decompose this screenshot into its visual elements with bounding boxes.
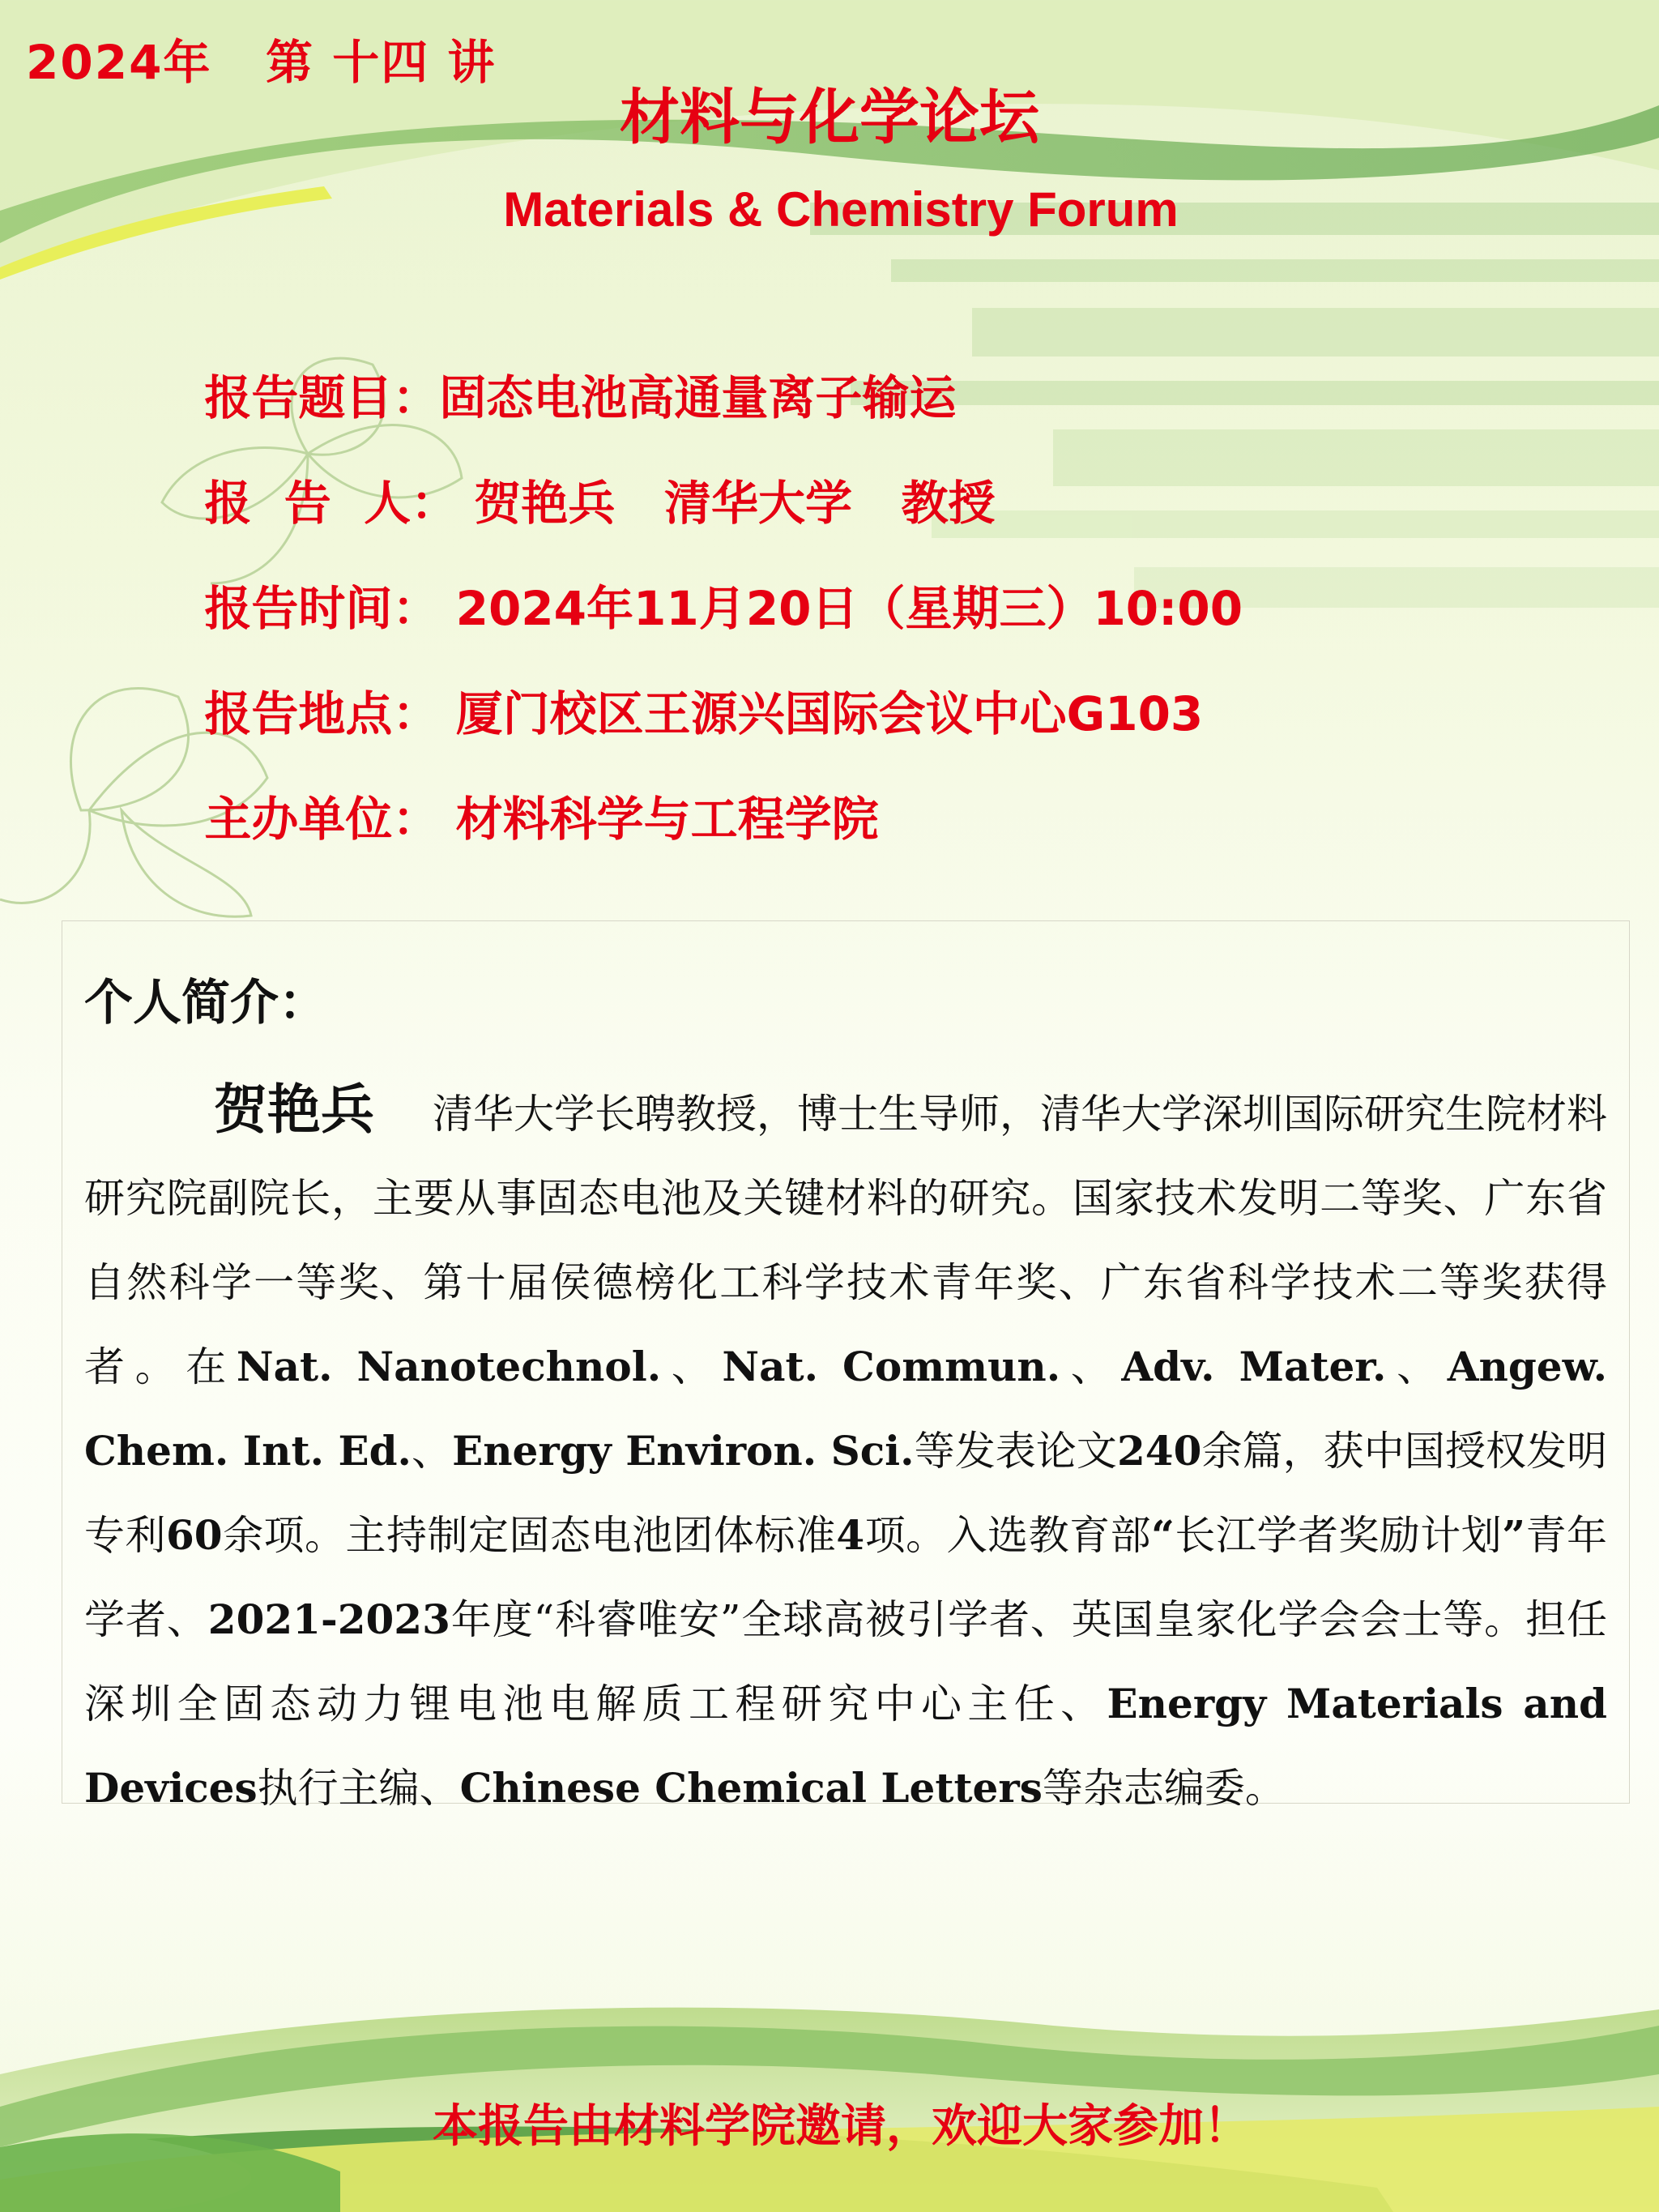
bio-bold-text: Angew. Chem. Int. Ed. — [84, 1343, 1608, 1475]
forum-title-english: Materials & Chemistry Forum — [503, 182, 1179, 237]
bio-text-segment: 执行主编、 — [257, 1765, 460, 1812]
bio-text-segment: 、 — [1060, 1343, 1122, 1390]
bio-bold-text: Nat. Nanotechnol. — [236, 1343, 662, 1390]
info-label: 报告时间： — [204, 581, 440, 636]
bio-body — [84, 1091, 1607, 1812]
info-row-organizer — [172, 726, 879, 849]
bio-text-segment: 青年学者、 — [84, 1512, 1608, 1643]
bio-text-segment: 余项。主持制定固态电池团体标准 — [222, 1512, 837, 1559]
bio-text-segment: 、 — [661, 1343, 723, 1390]
bio-text-segment: 等发表论文 — [914, 1428, 1117, 1475]
info-value: 材料科学与工程学院 — [439, 792, 879, 847]
info-value: 贺艳兵 清华大学 教授 — [458, 476, 996, 531]
bio-text-segment: 项。入选教育部 — [864, 1512, 1152, 1559]
bio-text-segment: 等杂志编委。 — [1042, 1765, 1286, 1812]
info-value: 2024年11月20日（星期三）10:00 — [439, 581, 1243, 636]
forum-title-chinese: 材料与化学论坛 — [620, 83, 1039, 152]
footer-invitation: 本报告由材料学院邀请，欢迎大家参加！ — [433, 2100, 1249, 2153]
info-label: 报 告 人： — [204, 476, 458, 531]
bio-text-segment: 年度“科睿唯安”全球高被引学者、英国皇家化学会会士等。担任深圳全固态动力锂电池电解质工程研究中心主任、 — [84, 1596, 1608, 1727]
lecture-number-label: 2024年 第 十四 讲 — [26, 35, 497, 90]
bio-paragraph — [84, 1068, 1607, 1830]
bio-speaker-name: 贺艳兵 — [214, 1078, 374, 1141]
bio-text-segment: 、 — [1386, 1343, 1448, 1390]
bio-bold-text: “ — [1151, 1511, 1175, 1559]
bio-bold-text: Nat. Commun. — [722, 1343, 1061, 1390]
bio-heading: 个人简介： — [84, 975, 327, 1031]
bio-bold-text: ” — [1502, 1511, 1526, 1559]
bio-bold-text: 240 — [1117, 1427, 1202, 1475]
bio-bold-text: Energy Materials and Devices — [84, 1680, 1608, 1812]
info-label: 报告地点： — [204, 686, 440, 741]
bio-bold-text: Chinese Chemical Letters — [459, 1764, 1043, 1812]
bio-bold-text: 4 — [836, 1511, 865, 1559]
bio-text-segment: 、 — [411, 1428, 453, 1475]
bio-bold-text: 60 — [165, 1511, 223, 1559]
bio-text-segment: 余篇，获中国授权发明专利 — [84, 1428, 1608, 1559]
bio-bold-text: Adv. Mater. — [1121, 1343, 1387, 1390]
bio-text-segment: 清华大学长聘教授，博士生导师，清华大学深圳国际研究生院材料研究院副院长，主要从事固态电池及关键材料的研究。国家技术发明二等奖、广东省自然科学一等奖、第十届侯德榜化工科学技术青年奖、广东省科学技术二等奖获得者。在 — [84, 1091, 1607, 1390]
info-label: 主办单位： — [204, 792, 440, 847]
bio-text-segment: 长江学者奖励计划 — [1174, 1512, 1503, 1559]
bio-bold-text: 2021-2023 — [207, 1595, 450, 1643]
bio-bold-text: Energy Environ. Sci. — [452, 1427, 915, 1475]
info-label: 报告题目： — [204, 370, 440, 425]
info-value: 固态电池高通量离子输运 — [439, 370, 957, 425]
info-value: 厦门校区王源兴国际会议中心G103 — [439, 686, 1204, 741]
